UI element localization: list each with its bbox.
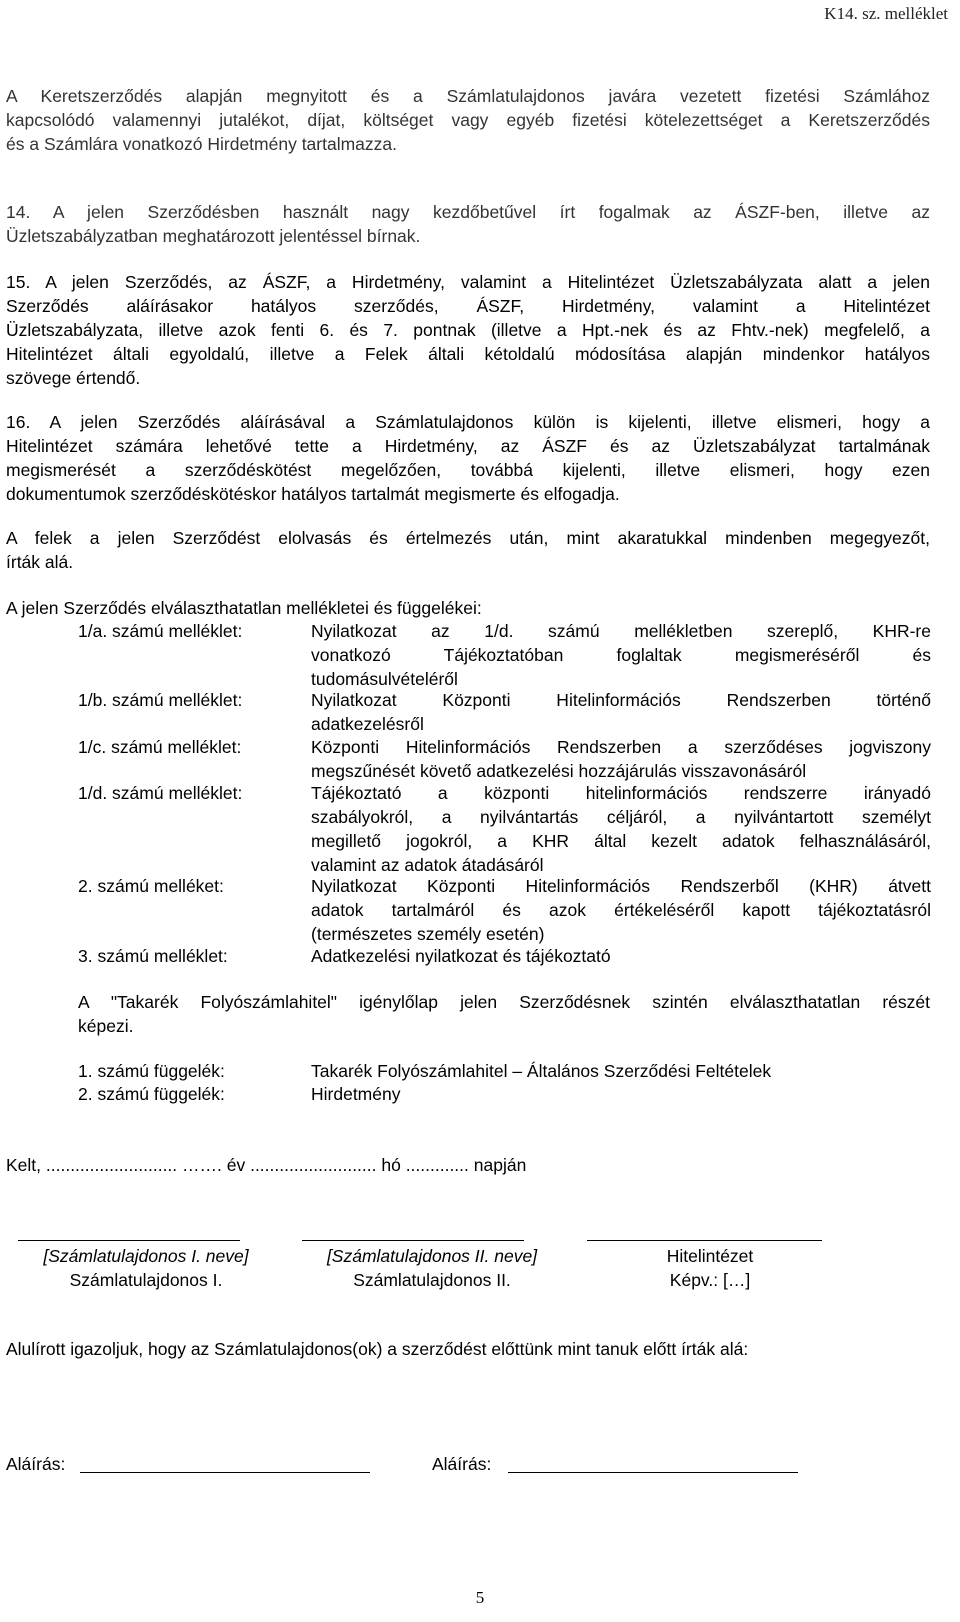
annex-line: szabályokról, a nyilvántartás céljáról, a nyilvántartott személyt — [311, 807, 931, 827]
annex-line: tudomásulvételéről — [311, 669, 458, 689]
section-16-line: dokumentumok szerződéskötéskor hatályos tartalmát megismerte és elfogadja. — [6, 484, 620, 504]
annex-line: megillető jogokról, a KHR által kezelt adatok felhasználásáról, — [311, 831, 931, 851]
section-15-line: Szerződés aláírásakor hatályos szerződés, ÁSZF, Hirdetmény, valamint a Hitelintézet — [6, 296, 930, 316]
application-line: A "Takarék Folyószámlahitel" igénylőlap jelen Szerződésnek szintén elválaszthatatlan részét — [78, 992, 930, 1012]
section-14-line: 14. A jelen Szerződésben használt nagy kezdőbetűvel írt fogalmak az ÁSZF-ben, illetve az — [6, 202, 930, 222]
annex-line: Adatkezelési nyilatkozat és tájékoztató — [311, 946, 611, 966]
section-16-line: megismerését a szerződéskötést megelőzően, továbbá kijelenti, illetve elismeri, hogy ezen — [6, 460, 930, 480]
section-15-line: Üzletszabályzata, illetve azok fenti 6. és 7. pontnak (illetve a Hpt.-nek és az Fhtv.-nek) megfelelő, a — [6, 320, 930, 340]
section-15-line: Hitelintézet általi egyoldalú, illetve a Felek általi kétoldalú módosítása alapján mindenkor hatályos — [6, 344, 930, 364]
signature-line — [587, 1240, 822, 1241]
signature-block — [8, 1244, 284, 1292]
section-14-line: Üzletszabályzatban meghatározott jelentéssel bírnak. — [6, 226, 421, 246]
section-16 — [6, 410, 930, 506]
annex-label-text: 1/d. számú melléklet: — [78, 783, 243, 803]
annexes-heading: A jelen Szerződés elválaszthatatlan mellékletei és függelékei: — [6, 598, 482, 618]
dateline: Kelt, ........................... ……. év .......................... hó ............. napján — [6, 1155, 527, 1175]
agreement-line: A felek a jelen Szerződést elolvasás és értelmezés után, mint akaratukkal mindenben megegyezőt, — [6, 528, 930, 548]
witness-signature-label: Aláírás: — [432, 1454, 492, 1474]
appendix-text: Takarék Folyószámlahitel – Általános Szerződési Feltételek — [311, 1061, 772, 1081]
annex-line: Nyilatkozat az 1/d. számú mellékletben szereplő, KHR-re — [311, 621, 931, 641]
witness-statement: Alulírott igazoljuk, hogy az Számlatulajdonos(ok) a szerződést előttünk mint tanuk előtt írták alá: — [6, 1339, 749, 1359]
annex-line: Tájékoztató a központi hitelinformációs rendszerre irányadó — [311, 783, 931, 803]
annex-line: adatkezelésről — [311, 714, 424, 734]
intro-line: A Keretszerződés alapján megnyitott és a Számlatulajdonos javára vezetett fizetési Számlához — [6, 86, 930, 106]
signatory-role: Képv.: […] — [669, 1270, 751, 1290]
appendix-text: Hirdetmény — [311, 1084, 401, 1104]
intro-paragraph — [6, 84, 930, 156]
signatory-name: Hitelintézet — [666, 1246, 754, 1266]
annex-label-text: 1/b. számú melléklet: — [78, 690, 243, 710]
signatory-role: Számlatulajdonos II. — [353, 1270, 511, 1290]
section-15-line: szövege értendő. — [6, 368, 141, 388]
intro-line: kapcsolódó valamennyi jutalékot, díjat, költséget vagy egyéb fizetési kötelezettséget a Keretszerződés — [6, 110, 930, 130]
annex-line: Nyilatkozat Központi Hitelinformációs Rendszerből (KHR) átvett — [311, 876, 931, 896]
section-16-line: 16. A jelen Szerződés aláírásával a Számlatulajdonos külön is kijelenti, illetve elismeri, hogy a — [6, 412, 930, 432]
signature-line — [18, 1240, 240, 1241]
annex-label: K14. sz. melléklet — [824, 4, 948, 23]
annex-description — [311, 688, 931, 736]
annex-description — [311, 735, 931, 783]
annex-line: adatok tartalmáról és azok értékeléséről kapott tájékoztatásról — [311, 900, 931, 920]
witness-signature-line — [80, 1472, 370, 1473]
annex-line: Nyilatkozat Központi Hitelinformációs Rendszerben történő — [311, 690, 931, 710]
witness-signature-line — [508, 1472, 798, 1473]
signatory-name: [Számlatulajdonos I. neve] — [43, 1246, 249, 1266]
annex-description — [311, 944, 931, 968]
section-15-line: 15. A jelen Szerződés, az ÁSZF, a Hirdetmény, valamint a Hitelintézet Üzletszabályzata alatt a jelen — [6, 272, 930, 292]
annex-line: valamint az adatok átadásáról — [311, 855, 544, 875]
signatory-name: [Számlatulajdonos II. neve] — [326, 1246, 538, 1266]
agreement-paragraph — [6, 526, 930, 574]
annex-description — [311, 781, 931, 877]
annex-description — [311, 619, 931, 691]
annex-description — [311, 874, 931, 946]
appendix-label: 2. számú függelék: — [78, 1084, 225, 1104]
witness-signature-label: Aláírás: — [6, 1454, 66, 1474]
signature-block — [292, 1244, 572, 1292]
section-15 — [6, 270, 930, 390]
annex-line: megszűnését követő adatkezelési hozzájárulás visszavonásáról — [311, 761, 807, 781]
signatory-role: Számlatulajdonos I. — [69, 1270, 223, 1290]
application-line: képezi. — [78, 1016, 134, 1036]
signature-block — [590, 1244, 830, 1292]
intro-line: és a Számlára vonatkozó Hirdetmény tartalmazza. — [6, 134, 397, 154]
annex-label-text: 1/c. számú melléklet: — [78, 737, 242, 757]
signature-line — [302, 1240, 524, 1241]
annex-line: vonatkozó Tájékoztatóban foglaltak megismeréséről és — [311, 645, 931, 665]
appendix-label: 1. számú függelék: — [78, 1061, 225, 1081]
annex-label-text: 2. számú melléket: — [78, 876, 224, 896]
annex-label-text: 1/a. számú melléklet: — [78, 621, 243, 641]
agreement-line: írták alá. — [6, 552, 74, 572]
section-14 — [6, 200, 930, 248]
application-paragraph — [78, 990, 930, 1038]
page-number: 5 — [475, 1588, 485, 1607]
annex-line: Központi Hitelinformációs Rendszerben a szerződéses jogviszony — [311, 737, 931, 757]
section-16-line: Hitelintézet számára lehetővé tette a Hirdetmény, az ÁSZF és az Üzletszabályzat tartalmának — [6, 436, 930, 456]
annex-label-text: 3. számú melléklet: — [78, 946, 228, 966]
annex-line: (természetes személy esetén) — [311, 924, 545, 944]
